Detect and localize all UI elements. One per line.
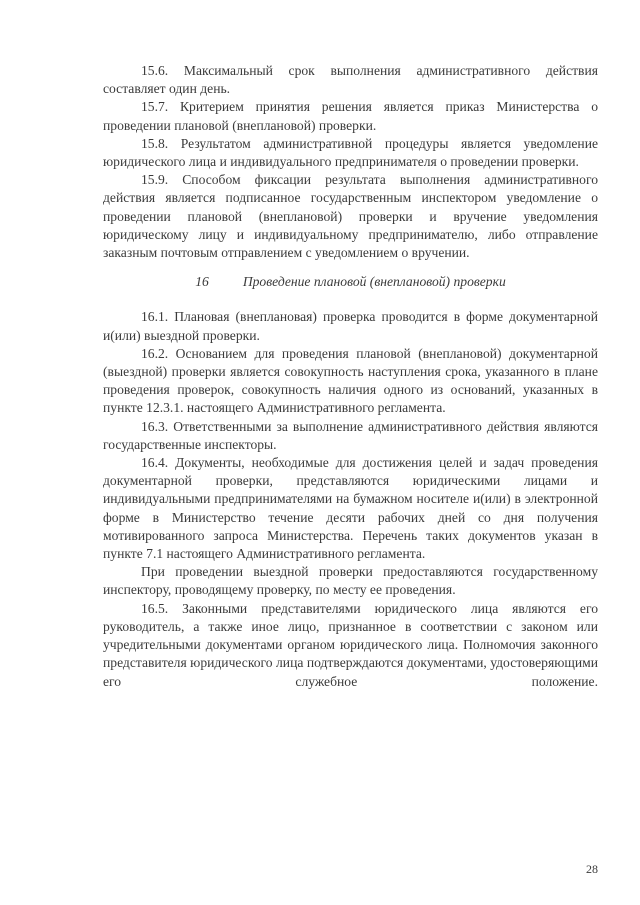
- paragraph-16-2: 16.2. Основанием для проведения плановой (внеплановой) документарной (выездной) проверки является совокупность наступления срока, указанного в плане проведения проверок, совокупность наличия одного из оснований, указанных в пункте 12.3.1. настоящего Административного регламента.: [103, 345, 598, 416]
- paragraph-16-4-continuation: При проведении выездной проверки предоставляются государственному инспектору, проводящему проверку, по месту ее проведения.: [103, 564, 598, 598]
- paragraph-16-4: 16.4. Документы, необходимые для достижения целей и задач проведения документарной проверки, представляются юридическими лицами и индивидуальными предпринимателями на бумажном носителе и(или) в электронной форме в Министерство течение десяти рабочих дней со дня получения мотивированного запроса Министерства. Перечень таких документов указан в пункте 7.1 настоящего Административного регламента.: [103, 455, 598, 562]
- paragraph-16-5: 16.5. Законными представителями юридического лица являются его руководитель, а также иное лицо, признанное в соответствии с законом или учредительными документами органом юридического лица. Полномочия законного представителя юридического лица подтверждаются документами, удостоверяющими его служебное положение.: [103, 600, 598, 689]
- section-title: Проведение плановой (внеплановой) проверки: [242, 274, 506, 290]
- paragraph-15-9: 15.9. Способом фиксации результата выполнения административного действия является подписанное государственным инспектором уведомление о проведении плановой (внеплановой) проверки и вручение уведомления юридическому лицу и индивидуальному предпринимателю, либо отправление заказным почтовым отправлением с уведомлением о вручении.: [103, 172, 598, 261]
- paragraph-15-6: 15.6. Максимальный срок выполнения административного действия составляет один день.: [103, 63, 598, 97]
- section-heading: [103, 273, 598, 291]
- section-number: 16: [195, 274, 209, 290]
- paragraph-16-1: 16.1. Плановая (внеплановая) проверка проводится в форме документарной и(или) выездной проверки.: [103, 309, 598, 343]
- paragraph-15-7: 15.7. Критерием принятия решения является приказ Министерства о проведении плановой (внеплановой) проверки.: [103, 99, 598, 133]
- page-number: 28: [586, 862, 598, 876]
- paragraph-15-8: 15.8. Результатом административной процедуры является уведомление юридического лица и индивидуального предпринимателя о проведении проверки.: [103, 135, 598, 170]
- paragraph-16-3: 16.3. Ответственными за выполнение административного действия являются государственные инспекторы.: [103, 418, 598, 452]
- document-body: [103, 62, 598, 691]
